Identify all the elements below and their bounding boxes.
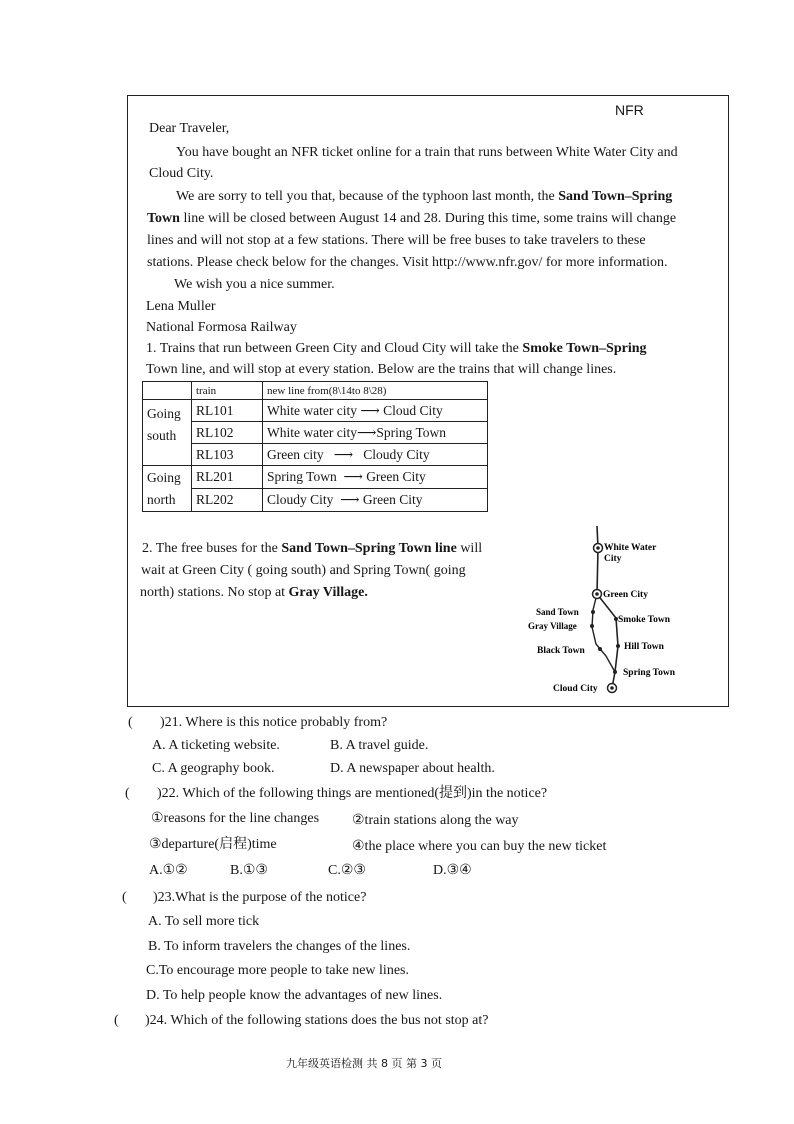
q22-item-3: ③departure(启程)time (149, 837, 277, 852)
line-from: White water city (267, 402, 357, 418)
para2-text: We are sorry to tell you that, because of the typhoon last month, the (176, 189, 559, 204)
line-to: Green City (362, 492, 423, 507)
q24-paren[interactable]: ( (114, 1013, 119, 1028)
train-id: RL201 (192, 466, 263, 489)
item2-line3 (140, 584, 368, 602)
q24-stem: )24. Which of the following stations does the bus not stop at? (145, 1013, 489, 1028)
arrow-icon: ⟶ (360, 402, 380, 418)
table-row (143, 400, 488, 422)
q22-stem: )22. Which of the following things are mentioned(提到)in the notice? (157, 786, 548, 801)
wish-line: We wish you a nice summer. (174, 277, 335, 292)
q23-option-c[interactable]: C.To encourage more people to take new lines. (146, 963, 409, 978)
item2-line2: wait at Green City ( going south) and Spring Town( going (141, 563, 466, 578)
para1-line1: You have bought an NFR ticket online for a train that runs between White Water City and (176, 145, 678, 160)
line-name-bold: Sand Town–Spring Town line (281, 541, 457, 556)
q22-option-a[interactable]: A.①② (149, 863, 188, 878)
new-line (263, 466, 488, 489)
q21-option-d[interactable]: D. A newspaper about health. (330, 761, 495, 776)
greeting: Dear Traveler, (149, 121, 230, 136)
item2-line1 (142, 540, 482, 558)
map-label-cloud-city: Cloud City (553, 684, 598, 694)
line-from: Green city (267, 446, 324, 462)
map-label-smoke-town: Smoke Town (618, 615, 671, 625)
direction-south (143, 400, 192, 466)
line-to: Cloud City (383, 402, 443, 418)
line-name-bold: Town (147, 211, 180, 226)
q22-option-c[interactable]: C.②③ (328, 863, 366, 878)
q23-option-a[interactable]: A. To sell more tick (148, 914, 260, 929)
arrow-icon: ⟶ (343, 469, 363, 484)
q22-item-2: ②train stations along the way (352, 813, 519, 828)
map-label-sand-town: Sand Town (536, 607, 579, 617)
table-row (143, 466, 488, 489)
item1-line2 (146, 361, 616, 379)
new-line (263, 444, 488, 466)
table-header-cell (143, 382, 192, 400)
map-label-white-water: White Water (604, 543, 657, 553)
q22-option-b[interactable]: B.①③ (230, 863, 268, 878)
q22-option-d[interactable]: D.③④ (433, 863, 472, 878)
station-marker (595, 592, 599, 596)
train-id: RL103 (192, 444, 263, 466)
para2-text: line will be closed between August 14 and 28. During this time, some trains will change (179, 211, 677, 226)
train-id: RL202 (192, 489, 263, 512)
q23-option-b[interactable]: B. To inform travelers the changes of the lines. (148, 939, 411, 954)
table-row (143, 444, 488, 466)
line-name-bold: Sand Town–Spring (558, 189, 673, 204)
route-map (520, 522, 720, 700)
q23-stem: )23.What is the purpose of the notice? (153, 890, 367, 905)
line-from: Spring Town (267, 469, 337, 484)
para2-line2 (147, 210, 676, 228)
new-line (263, 400, 488, 422)
map-label-gray-village: Gray Village (528, 621, 577, 631)
line-to: Green City (366, 469, 426, 484)
direction-north (143, 466, 192, 512)
q21-paren[interactable]: ( (128, 715, 133, 730)
q21-option-c[interactable]: C. A geography book. (152, 761, 275, 776)
item2-text: will (456, 541, 483, 556)
line-name-bold: Smoke Town–Spring (522, 341, 647, 356)
page-footer: 九年级英语检测 共 8 页 第 3 页 (286, 1057, 442, 1070)
line-to: Spring Town (376, 424, 447, 440)
line-to: Cloudy City (363, 446, 430, 462)
map-label-white-water-city: City (604, 554, 622, 564)
table-row (143, 489, 488, 512)
train-id: RL102 (192, 422, 263, 444)
station-marker (591, 610, 595, 614)
table-header-cell: train (192, 382, 263, 400)
gray-village-bold: Gray Village. (288, 585, 368, 600)
item1-text: 1. Trains that run between Green City and Cloud City will take the (146, 341, 523, 356)
station-marker (610, 686, 614, 690)
direction-label: Going (147, 406, 181, 421)
q21-option-b[interactable]: B. A travel guide. (330, 738, 429, 753)
organization: National Formosa Railway (146, 320, 297, 335)
station-marker (616, 644, 620, 648)
station-marker (598, 647, 602, 651)
direction-label: Going (147, 470, 181, 485)
para2-line4: stations. Please check below for the changes. Visit http://www.nfr.gov/ for more information. (147, 255, 668, 270)
q22-item-4: ④the place where you can buy the new ticket (352, 839, 607, 854)
arrow-icon: ⟶ (340, 492, 360, 507)
q21-option-a[interactable]: A. A ticketing website. (152, 738, 280, 753)
train-change-table (142, 381, 488, 512)
para2-line3: lines and will not stop at a few stations. There will be free buses to take travelers to these (147, 233, 646, 248)
new-line (263, 422, 488, 444)
arrow-icon: ⟶ (333, 446, 354, 462)
item1-text: Town (146, 362, 178, 377)
sand-line-track (592, 594, 615, 672)
line-from: Cloudy City (267, 492, 334, 507)
q23-paren[interactable]: ( (122, 890, 127, 905)
item1-line1 (146, 340, 647, 358)
line-from: White water city (267, 424, 357, 440)
map-label-spring-town: Spring Town (623, 668, 676, 678)
direction-label: north (147, 492, 176, 507)
direction-label: south (147, 428, 177, 443)
table-header-cell: new line from(8\14to 8\28) (263, 382, 488, 400)
arrow-icon: ⟶ (356, 424, 377, 440)
new-line (263, 489, 488, 512)
station-marker (590, 624, 594, 628)
map-label-black-town: Black Town (537, 646, 585, 656)
notice-header: NFR (615, 102, 644, 118)
train-id: RL101 (192, 400, 263, 422)
q22-paren[interactable]: ( (125, 786, 130, 801)
q22-item-1: ①reasons for the line changes (151, 811, 320, 826)
station-marker (613, 670, 617, 674)
q23-option-d[interactable]: D. To help people know the advantages of new lines. (146, 988, 443, 1003)
q21-stem: )21. Where is this notice probably from? (160, 715, 388, 730)
item1-text: line, and will stop at every station. Below are the trains that will change lines. (177, 362, 617, 377)
signer-name: Lena Muller (146, 299, 216, 314)
para1-line2: Cloud City. (149, 166, 214, 181)
table-row (143, 422, 488, 444)
map-label-green-city: Green City (603, 590, 648, 600)
table-header-row (143, 382, 488, 400)
para2-line1 (176, 188, 672, 206)
item2-text: north) stations. No stop at (140, 585, 289, 600)
station-marker (596, 546, 600, 550)
map-label-hill-town: Hill Town (624, 642, 664, 652)
item2-text: 2. The free buses for the (142, 541, 282, 556)
